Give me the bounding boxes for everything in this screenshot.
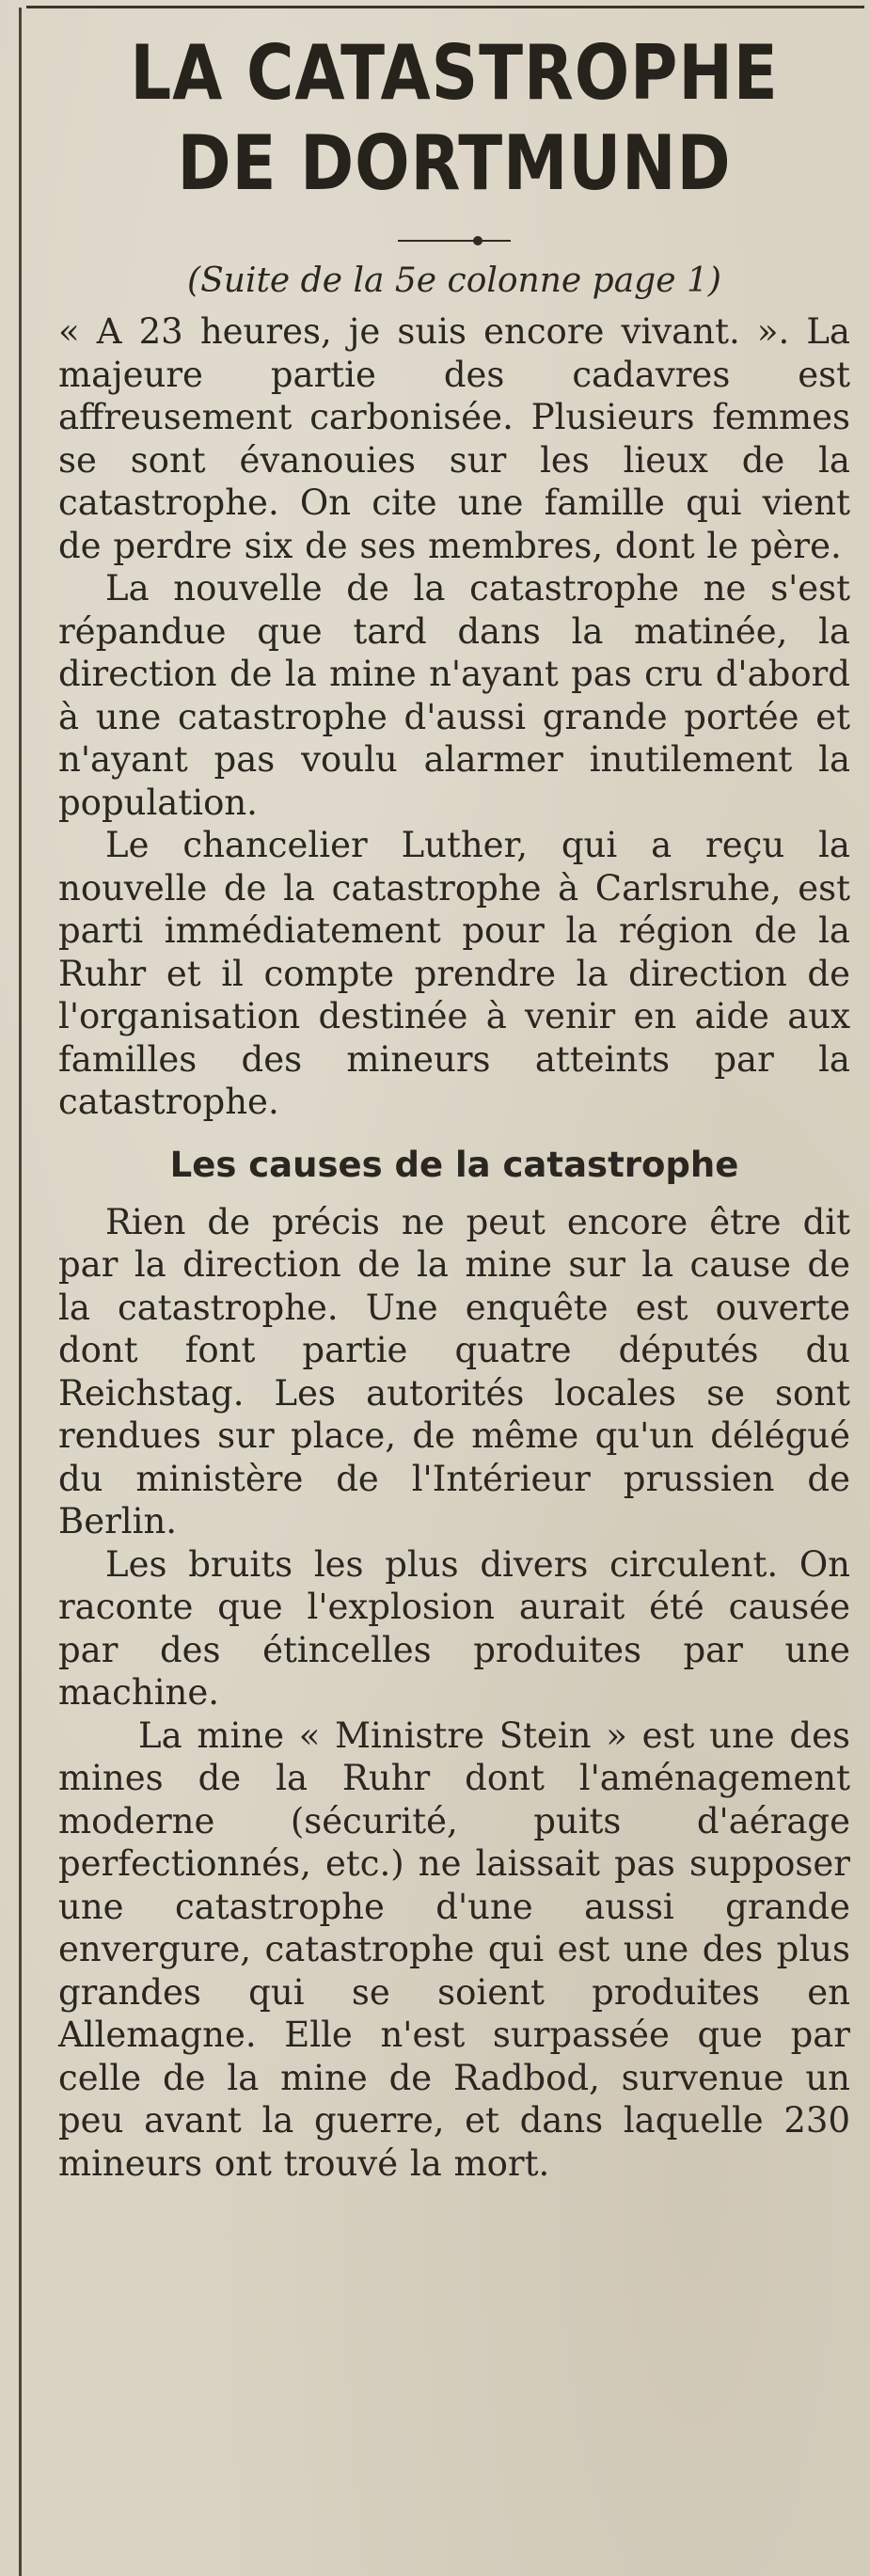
- article-headline: [114, 28, 795, 209]
- paragraph-news-spread: La nouvelle de la catastrophe ne s'est répandue que tard dans la matinée, la direction de la mine n'ayant pas cru d'abord à une catastrophe d'aussi grande portée et n'ayant pas voulu alarmer inutilement la population.: [58, 568, 850, 823]
- paragraph-mine-stein: La mine « Ministre Stein » est une des mines de la Ruhr dont l'aménagement moderne (sécurité, puits d'aérage perfectionnés, etc.) ne laissait pas supposer une catastrophe d'une aussi grande envergure, catastrophe qui est une des plus grandes qui se soient produites en Allemagne. Elle n'est surpassée que par celle de la mine de Radbod, survenue un peu avant la guerre, et dans laquelle 230 mineurs ont trouvé la mort.: [58, 1715, 850, 2184]
- paragraph-rumors: Les bruits les plus divers circulent. On raconte que l'explosion aurait été causée par des étincelles produites par une machine.: [58, 1543, 850, 1713]
- section-subheading: Les causes de la catastrophe: [169, 1144, 739, 1185]
- headline-line-1: LA CATASTROPHE: [130, 29, 779, 117]
- ornament-rule: [398, 240, 511, 242]
- top-rule: [26, 6, 864, 8]
- continuation-note: (Suite de la 5e colonne page 1): [187, 261, 721, 300]
- paragraph-quote: « A 23 heures, je suis encore vivant. ». La majeure partie des cadavres est affreusement carbonisée. Plusieurs femmes se sont évanouies sur les lieux de la catastrophe. On cite une famille qui vient de perdre six de ses membres, dont le père.: [58, 311, 850, 566]
- column-rule: [19, 8, 22, 2576]
- paragraph-chancellor: Le chancelier Luther, qui a reçu la nouvelle de la catastrophe à Carlsruhe, est parti immédiatement pour la région de la Ruhr et il compte prendre la direction de l'organisation destinée à venir en aide aux familles des mineurs atteints par la catastrophe.: [58, 825, 850, 1122]
- article-column: [58, 28, 850, 2185]
- headline-line-2: DE DORTMUND: [177, 119, 732, 207]
- ornament-dot: [473, 236, 482, 245]
- paragraph-causes: Rien de précis ne peut encore être dit par la direction de la mine sur la cause de la catastrophe. Une enquête est ouverte dont font partie quatre députés du Reichstag. Les autorités locales se sont rendues sur place, de même qu'un délégué du ministère de l'Intérieur prussien de Berlin.: [58, 1201, 850, 1541]
- headline-ornament: [398, 231, 511, 250]
